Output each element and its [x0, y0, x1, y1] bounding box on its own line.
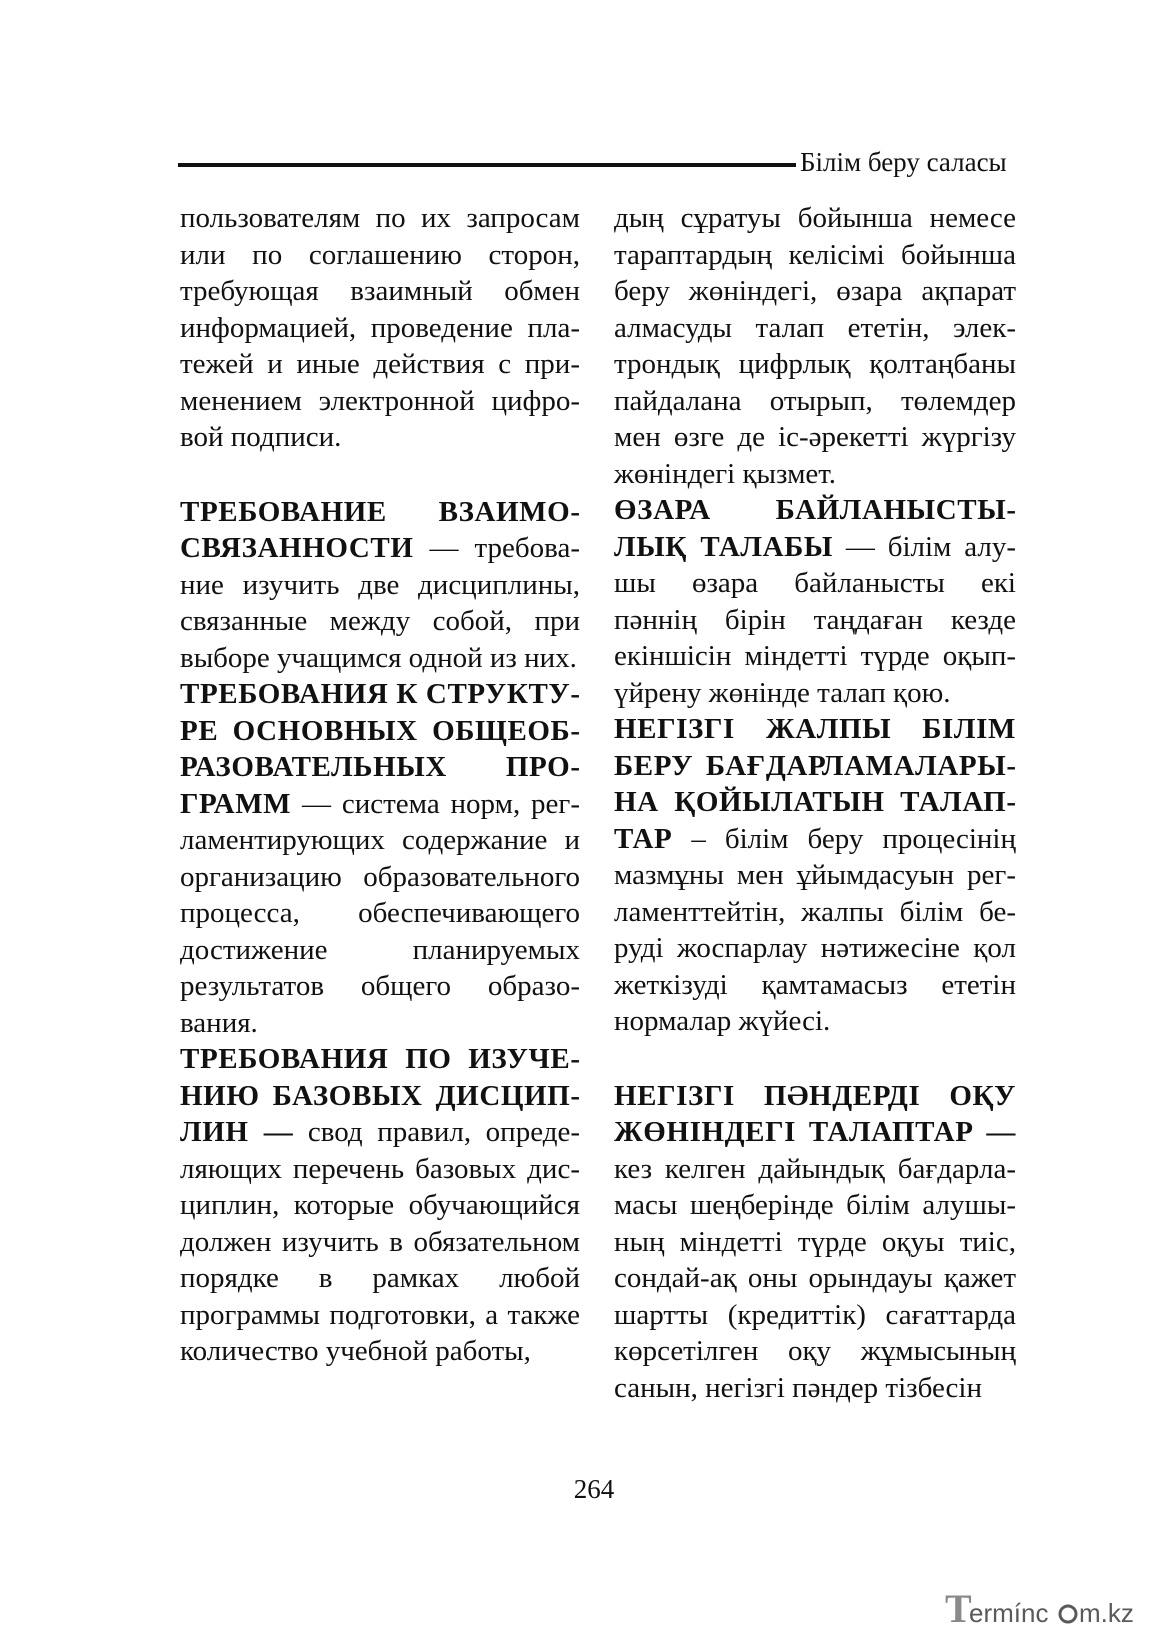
- right-entry-2: [614, 711, 1016, 1040]
- left-entry-1-term: ТРЕБОВАНИЕ ВЗАИМОСВЯЗАННОСТИ: [180, 495, 580, 564]
- right-entry-3-term: НЕГІЗГІ ПӘНДЕРДІ ОҚУ ЖӨНІНДЕГІ ТАЛАПТАР —: [614, 1079, 1016, 1148]
- watermark-o-ring: [1060, 1606, 1076, 1622]
- page-number: 264: [573, 1474, 615, 1504]
- header-rule: [178, 163, 796, 167]
- watermark-text-2: m.kz: [1079, 1598, 1134, 1628]
- right-column: [614, 200, 1016, 1406]
- terminkom-watermark-logo: [945, 1588, 1145, 1632]
- right-entry-1: [614, 492, 1016, 711]
- left-continuation-text: пользователям по их запросам или по соглашению сторон, требующая взаимный обмен информацией, проведение платежей и иные действия с применением электронной цифровой подписи.: [180, 202, 580, 453]
- watermark-initial: T: [945, 1588, 972, 1631]
- left-column: [180, 200, 580, 1370]
- left-entry-1: [180, 494, 580, 677]
- running-title: Білім беру саласы: [800, 147, 1007, 177]
- right-entry-1-definition: — білім алушы өзара байланысты екі пәннің бірін таңдаған кезде екіншісін міндетті түрде оқып-үйрену жөнінде талап қою.: [614, 530, 1016, 709]
- right-entry-1-term: ӨЗАРА БАЙЛАНЫСТЫЛЫҚ ТАЛАБЫ: [614, 494, 1016, 563]
- watermark-logo-graphic: [945, 1588, 1145, 1632]
- left-entry-2-definition: — система норм, регламентирующих содержание и организацию образовательного процесса, обеспечивающего достижение планируемых результатов общего образования.: [180, 787, 580, 1039]
- left-entry-3-term: ТРЕБОВАНИЯ ПО ИЗУЧЕНИЮ БАЗОВЫХ ДИСЦИПЛИН —: [180, 1043, 580, 1148]
- right-paragraph-continuation: [614, 200, 1016, 492]
- left-entry-3: [180, 1041, 580, 1370]
- right-continuation-text: дың сұратуы бойынша немесе тараптардың келісімі бойынша беру жөніндегі, өзара ақпарат алмасуды талап ететін, электрондық цифрлық қолтаңбаны пайдалана отырып, төлемдер мен өзге де іс-әрекетті жүргізу жөніндегі қызмет.: [614, 202, 1016, 490]
- left-entry-3-definition: свод правил, определяющих перечень базовых дисциплин, которые обучающийся должен изучить в обязательном порядке в рамках любой программы подготовки, а также количество учебной работы,: [180, 1116, 580, 1367]
- right-entry-3: [614, 1078, 1016, 1407]
- right-entry-2-term: НЕГІЗГІ ЖАЛПЫ БІЛІМ БЕРУ БАҒДАРЛАМАЛАРЫНА ҚОЙЫЛАТЫН ТАЛАПТАР: [614, 713, 1016, 855]
- right-entry-2-definition: – білім беру процесінің мазмұны мен ұйымдасуын регламенттейтін, жалпы білім беруді жоспарлау нәтижесіне қол жеткізуді қамтамасыз ететін нормалар жүйесі.: [614, 822, 1016, 1037]
- right-entry-3-definition: кез келген дайындық бағдарламасы шеңберінде білім алушының міндетті түрде оқуы тиіс, сондай-ақ оны орындауы қажет шартты (кредиттік) сағаттарда көрсетілген оқу жұмысының санын, негізгі пәндер тізбесін: [614, 1152, 1016, 1404]
- left-entry-2: [180, 676, 580, 1041]
- left-entry-2-term: ТРЕБОВАНИЯ К СТРУКТУРЕ ОСНОВНЫХ ОБЩЕОБРАЗОВАТЕЛЬНЫХ ПРОГРАММ: [180, 678, 580, 820]
- left-entry-1-definition: — требование изучить две дисциплины, связанные между собой, при выборе учащимся одной из них.: [180, 532, 580, 674]
- left-paragraph-continuation: [180, 200, 580, 456]
- watermark-text-1: ermínc: [969, 1598, 1049, 1628]
